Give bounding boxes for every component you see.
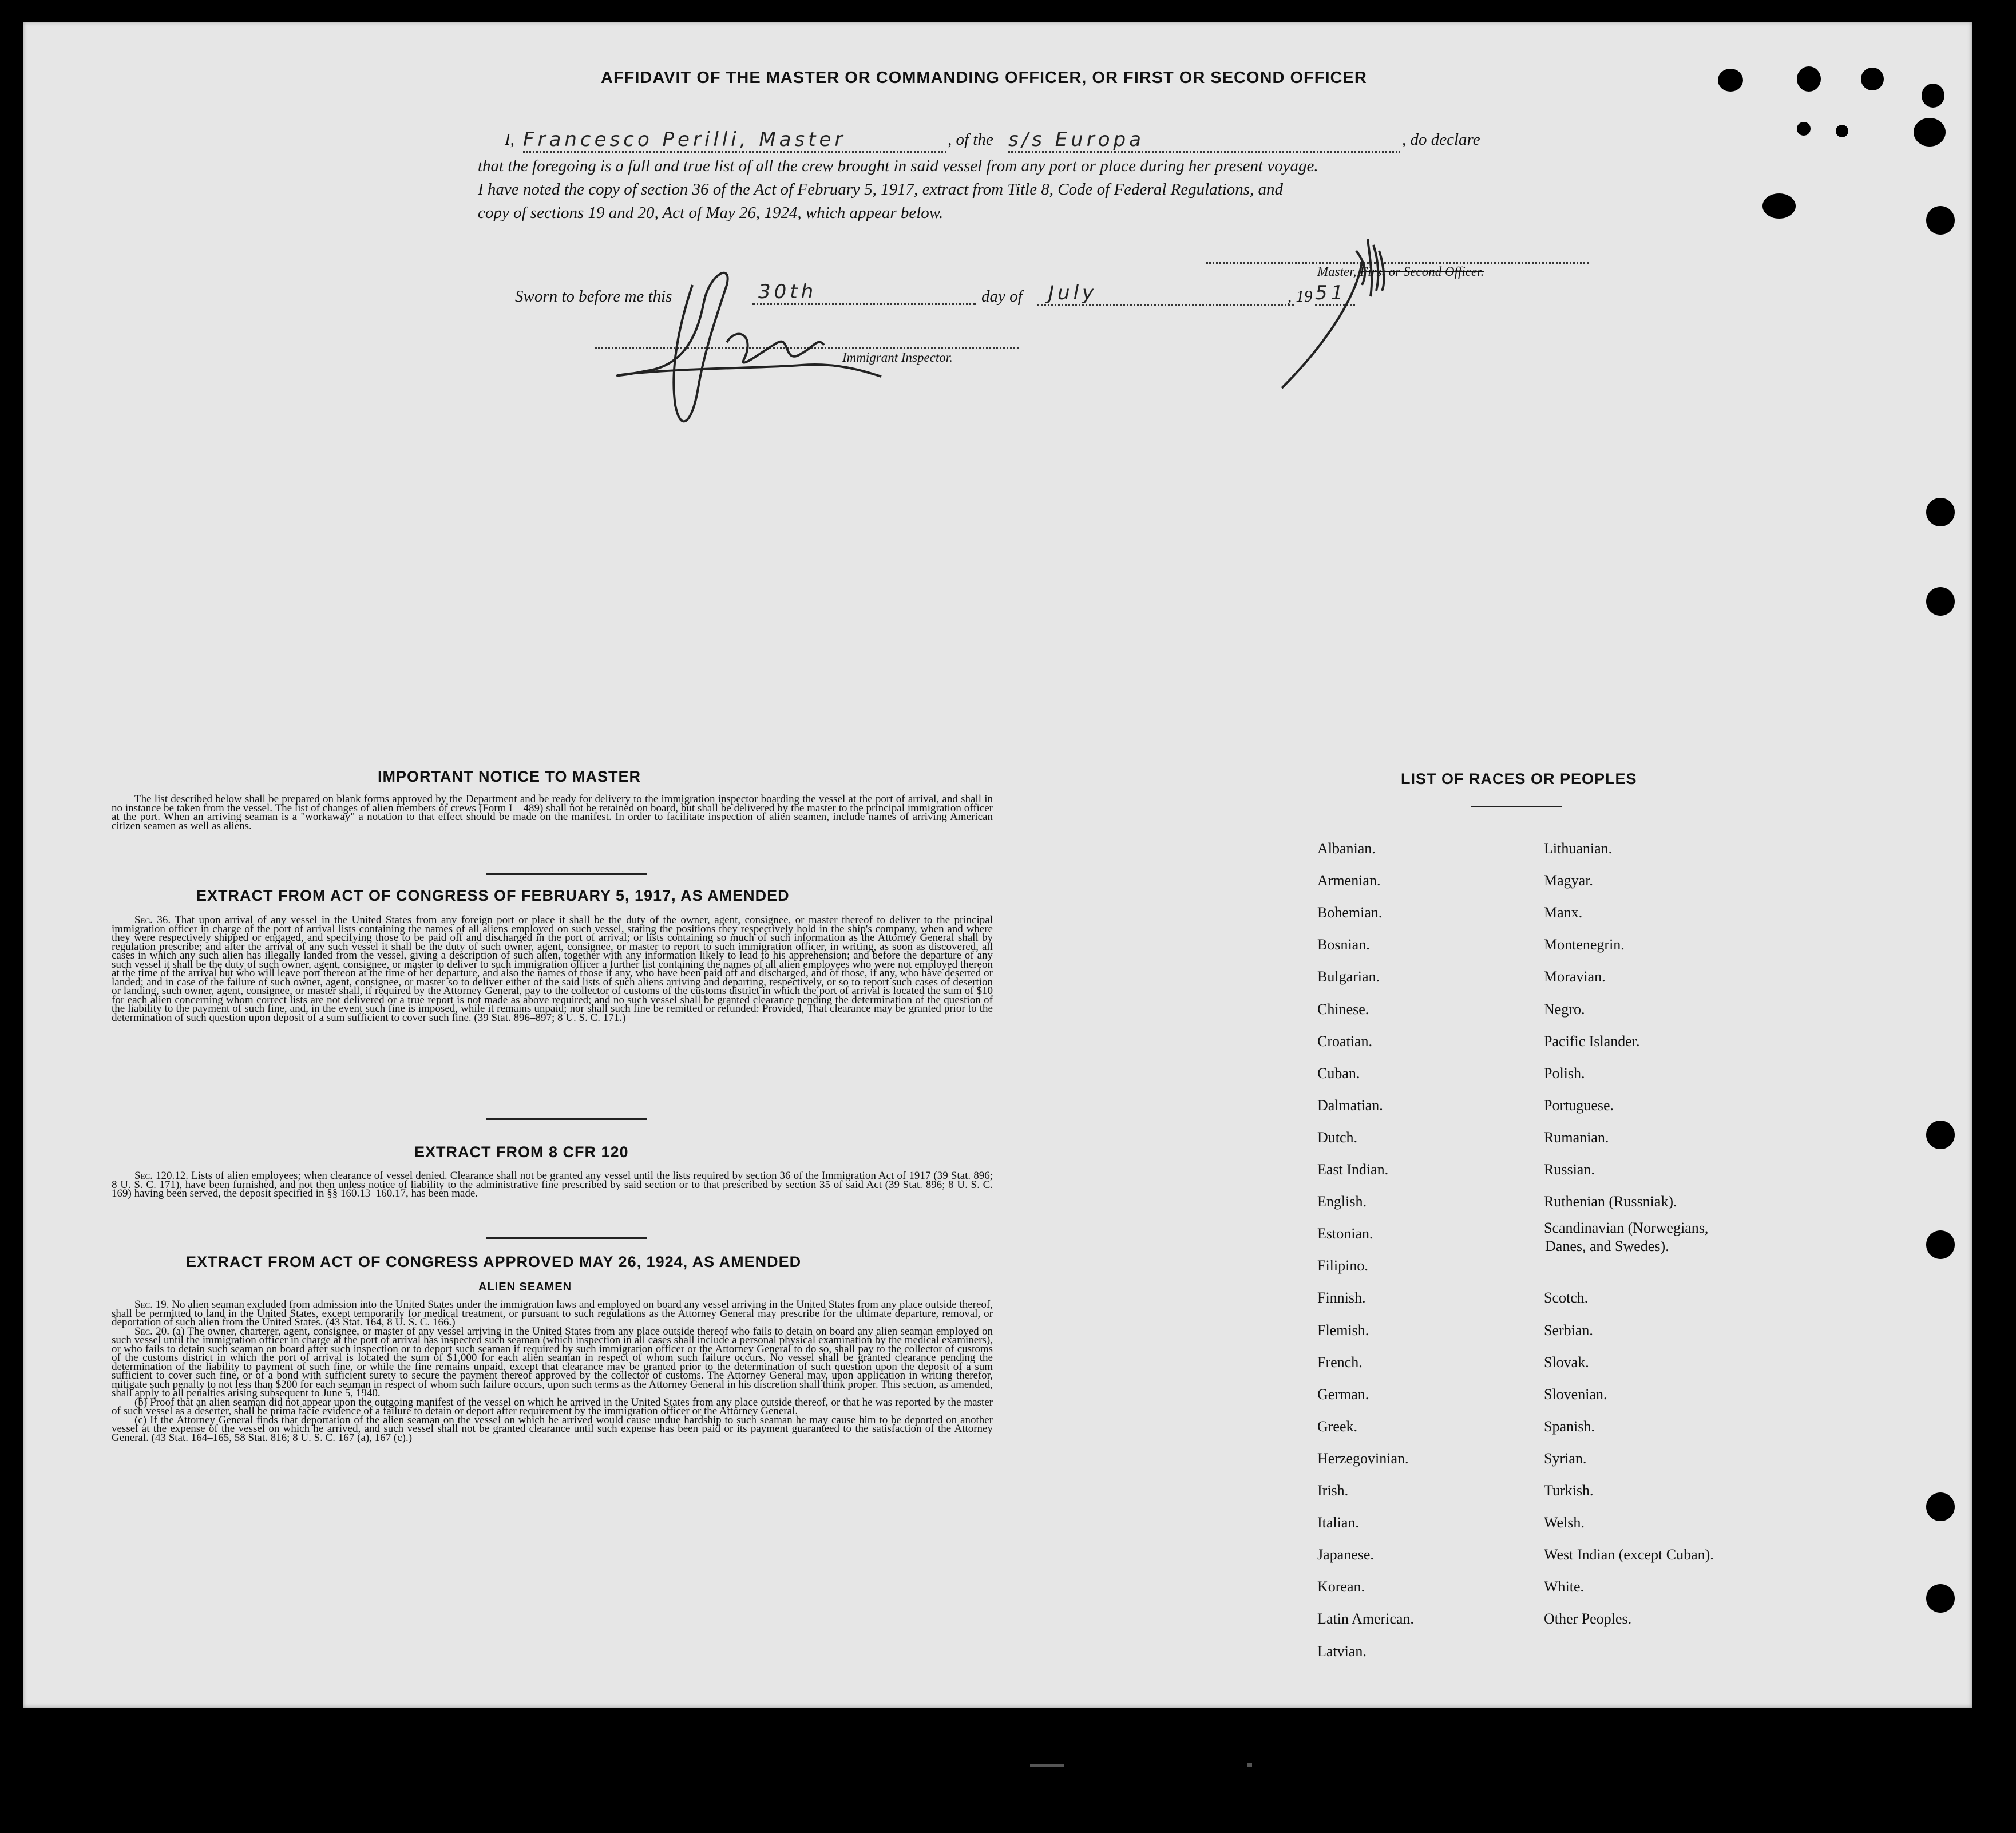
- race-item: Negro.: [1544, 1000, 1585, 1018]
- edge-shadow: [23, 22, 1972, 1708]
- race-item: Finnish.: [1317, 1289, 1366, 1307]
- race-item: Japanese.: [1317, 1546, 1374, 1563]
- extract-1924-title: EXTRACT FROM ACT OF CONGRESS APPROVED MAY 26, 1924, AS AMENDED: [186, 1253, 802, 1270]
- race-item: Cuban.: [1317, 1064, 1360, 1082]
- of-the-text: , of the: [948, 130, 993, 149]
- race-item: Moravian.: [1544, 968, 1606, 985]
- race-item: Filipino.: [1317, 1257, 1368, 1274]
- race-item: Portuguese.: [1544, 1096, 1614, 1114]
- race-item: East Indian.: [1317, 1161, 1389, 1178]
- notice-body: The list described below shall be prepared on blank forms approved by the Department and be ready for delivery to the immigration inspector boarding the vessel at the port of arrival, and shall in no instance be taken from the vessel. The list of changes of alien members of crews (Form I—489) shall not be retained on board, but shall be delivered by the master to the principal immigration officer at the port. When an arriving seaman is a "workaway" a notation to that effect should be made on the manifest. In order to facilitate inspection of alien seamen, include names of arriving American citizen seamen as well as aliens.: [112, 793, 993, 832]
- race-item: Polish.: [1544, 1064, 1585, 1082]
- race-item: Lithuanian.: [1544, 840, 1613, 857]
- affidavit-heading: AFFIDAVIT OF THE MASTER OR COMMANDING OFFICER, OR FIRST OR SECOND OFFICER: [601, 69, 1367, 87]
- race-item: Russian.: [1544, 1161, 1595, 1178]
- race-item: Manx.: [1544, 904, 1583, 921]
- inspector-label: Immigrant Inspector.: [842, 350, 953, 365]
- affidavit-line-2: that the foregoing is a full and true list of all the crew brought in said vessel from any port or place during her present voyage.: [478, 157, 1318, 175]
- master-label-text: Master,: [1317, 264, 1357, 279]
- race-item: Bulgarian.: [1317, 968, 1380, 985]
- notice-title: IMPORTANT NOTICE TO MASTER: [378, 768, 641, 785]
- race-item: Spanish.: [1544, 1418, 1595, 1435]
- scan-artifact: [1247, 1763, 1252, 1767]
- race-item: Dutch.: [1317, 1129, 1358, 1146]
- race-item: German.: [1317, 1385, 1369, 1403]
- sec-20a-text: (a) The owner, charterer, agent, consignee, or master of any vessel arriving in the United States from any place outside thereof who fails to detain on board any alien seaman employed on such vessel until the immigration officer in charge at the port of arrival has inspected such seaman (which inspection in all cases shall include a personal physical examination by the medical examiners), or who fails to detain such seaman on board after such inspection or to deport such seaman if required by such immigration officer or the Attorney General to do so, shall pay to the collector of customs of the customs district in which the port of arrival is located the sum of $1,000 for each alien seaman in respect of whom such failure occurs. No vessel shall be granted clearance pending the determination of the liability to payment of such fine, or while the fine remains unpaid, except that clearance may be granted prior to the determination of such question upon the deposit of a sum sufficient to cover such fine, or of a bond with sufficient surety to secure the payment thereof approved by the collector of customs. The Attorney General may, upon application in writing therefor, mitigate such penalty to not less than $200 for each seaman in respect of whom such failure occurs, upon such terms as the Attorney General in his discretion shall think proper. This section, as amended, shall apply to all penalties arising subsequent to June 5, 1940.: [112, 1325, 993, 1399]
- race-item: Bohemian.: [1317, 904, 1383, 921]
- sec-20-label: Sec. 20.: [134, 1325, 170, 1337]
- sec-20c-para: (c) If the Attorney General finds that deportation of the alien seaman on the vessel on which he arrived would cause undue hardship to such seaman he may cause him to be deported on another vessel at the expense of the vessel on which he arrived, and such vessel shall not be granted clearance until such expense has been paid or its payment guaranteed to the satisfaction of the Attorney General. (43 Stat. 164–165, 58 Stat. 816; 8 U. S. C. 167 (a), 167 (c).): [112, 1414, 993, 1444]
- race-item: Korean.: [1317, 1578, 1365, 1596]
- declare-text: , do declare: [1402, 130, 1480, 149]
- race-item: Scandinavian (Norwegians,: [1544, 1220, 1709, 1237]
- race-item: English.: [1317, 1193, 1367, 1210]
- race-item: Latvian.: [1317, 1642, 1367, 1660]
- sec-120-label: Sec. 120.12.: [134, 1170, 189, 1182]
- race-item: Rumanian.: [1544, 1129, 1609, 1146]
- sec-19-label: Sec. 19.: [134, 1298, 169, 1311]
- race-item: Italian.: [1317, 1514, 1359, 1531]
- sec-36-text: That upon arrival of any vessel in the United States from any foreign port or place it shall be the duty of the owner, agent, consignee, or master thereof to deliver to the principal immigration officer in charge of the port of arrival lists containing the names of all aliens employed on such vessel, stating the positions they respectively hold in the ship's company, when and where they were respectively shipped or engaged, and specifying those to be paid off and discharged in the port of arrival; or lists containing so much of such information as the Attorney General shall by regulation prescribe; and after the arrival of any such vessel it shall be the duty of such owner, agent, consignee, or master to report to such immigration officer, in writing, as soon as discovered, all cases in which any such alien has illegally landed from the vessel, giving a description of such alien, together with any information likely to lead to his apprehension; and before the departure of any such vessel it shall be the duty of such owner, agent, consignee, or master to deliver to such immigration officer a further list containing the names of all alien employees who were not employed thereon at the time of the arrival but who will leave port thereon at the time of her departure, and also the names of those if any, who have been paid off and discharged, and of those, if any, who have deserted or landed; and in case of the failure of such owner, agent, consignee, or master so to deliver either of the said lists of such aliens arriving and departing, respectively, or so to report such cases of desertion or landing, such owner, agent, consignee, or master shall, if required by the Attorney General, pay to the collector of customs of the customs district in which the port of arrival is located the sum of $10 for each alien concerning whom correct lists are not delivered or a true report is not made as above required; and no such vessel shall be granted clearance pending the determination of the question of the liability to the payment of such fine, and, in the event such fine is imposed, while it remains unpaid; nor shall such fine be remitted or refunded: Provided, That clearance may be granted prior to the determination of such question upon deposit of a sum sufficient to cover such fine. (39 Stat. 896–897; 8 U. S. C. 171.): [112, 914, 993, 1024]
- prefix-text: I,: [505, 130, 514, 149]
- race-item: French.: [1317, 1353, 1363, 1371]
- scan-artifact: [1030, 1764, 1064, 1767]
- race-item: Ruthenian (Russniak).: [1544, 1193, 1677, 1210]
- race-item: Dalmatian.: [1317, 1096, 1383, 1114]
- vessel-name-field: s/s Europa: [1008, 128, 1400, 153]
- race-item: Estonian.: [1317, 1225, 1373, 1242]
- race-item: Croatian.: [1317, 1032, 1373, 1050]
- master-name-field: Francesco Perilli, Master: [523, 128, 946, 153]
- race-item: Syrian.: [1544, 1450, 1587, 1467]
- race-item: Pacific Islander.: [1544, 1032, 1640, 1050]
- race-item: Turkish.: [1544, 1482, 1594, 1499]
- alien-seamen-subtitle: ALIEN SEAMEN: [478, 1281, 572, 1293]
- race-item: Other Peoples.: [1544, 1610, 1632, 1628]
- race-item: Armenian.: [1317, 872, 1381, 889]
- extract-1917-title: EXTRACT FROM ACT OF CONGRESS OF FEBRUARY 5, 1917, AS AMENDED: [196, 887, 790, 904]
- race-item: Latin American.: [1317, 1610, 1414, 1628]
- race-item: Slovenian.: [1544, 1385, 1607, 1403]
- sec-20b-para: (b) Proof that an alien seaman did not appear upon the outgoing manifest of the vessel on which he arrived in the United States from any place outside thereof, or that he was reported by the master of such vessel as a deserter, shall be prima facie evidence of a failure to detain or deport after requirement by the immigration officer or the Attorney General.: [112, 1396, 993, 1417]
- race-item: Irish.: [1317, 1482, 1349, 1499]
- day-of-text: day of: [981, 287, 1023, 306]
- race-item: Chinese.: [1317, 1000, 1369, 1018]
- race-item: Magyar.: [1544, 872, 1593, 889]
- extract-cfr-title: EXTRACT FROM 8 CFR 120: [414, 1143, 629, 1161]
- race-item: Slovak.: [1544, 1353, 1589, 1371]
- sec-19-text: No alien seaman excluded from admission into the United States under the immigration laws and employed on board any vessel arriving in the United States from any place outside thereof, shall be permitted to land in the United States, except temporarily for medical treatment, or pursuant to such regulations as the Attorney General may prescribe for the ultimate departure, removal, or deportation of such alien from the United States. (43 Stat. 164, 8 U. S. C. 166.): [112, 1298, 993, 1328]
- race-item: Greek.: [1317, 1418, 1358, 1435]
- race-item: Serbian.: [1544, 1321, 1593, 1339]
- year-field: 51: [1315, 282, 1355, 306]
- race-item: Albanian.: [1317, 840, 1376, 857]
- affidavit-line-4: copy of sections 19 and 20, Act of May 26, 1924, which appear below.: [478, 204, 944, 222]
- affidavit-line-3: I have noted the copy of section 36 of the Act of February 5, 1917, extract from Title 8, Code of Federal Regulations, and: [478, 180, 1284, 199]
- sec-120-text: Lists of alien employees; when clearance of vessel denied. Clearance shall not be granted any vessel until the lists required by section 36 of the Immigration Act of 1917 (39 Stat. 896; 8 U. S. C. 171), have been furnished, and not then unless notice of liability to the administrative fine prescribed by said section or to that prescribed by section 35 of said Act (39 Stat. 896; 8 U. S. C. 169) having been served, the deposit specified in §§ 160.13–160.17, has been made.: [112, 1170, 993, 1199]
- year-prefix: , 19: [1288, 287, 1313, 306]
- race-item: Herzegovinian.: [1317, 1450, 1409, 1467]
- sworn-text: Sworn to before me this: [515, 287, 672, 306]
- race-item: Danes, and Swedes).: [1545, 1238, 1669, 1255]
- document-page: [23, 22, 1972, 1708]
- race-item: White.: [1544, 1578, 1585, 1596]
- race-item: West Indian (except Cuban).: [1544, 1546, 1714, 1563]
- race-item: Bosnian.: [1317, 936, 1370, 953]
- race-item: Montenegrin.: [1544, 936, 1625, 953]
- month-field: July: [1037, 282, 1294, 306]
- day-field: 30th: [752, 280, 976, 305]
- race-item: Flemish.: [1317, 1321, 1369, 1339]
- race-item: Welsh.: [1544, 1514, 1585, 1531]
- officer-struck-text: First or Second Officer.: [1360, 264, 1484, 279]
- races-title: LIST OF RACES OR PEOPLES: [1401, 770, 1637, 787]
- sec-36-label: Sec. 36.: [134, 914, 171, 926]
- race-item: Scotch.: [1544, 1289, 1589, 1307]
